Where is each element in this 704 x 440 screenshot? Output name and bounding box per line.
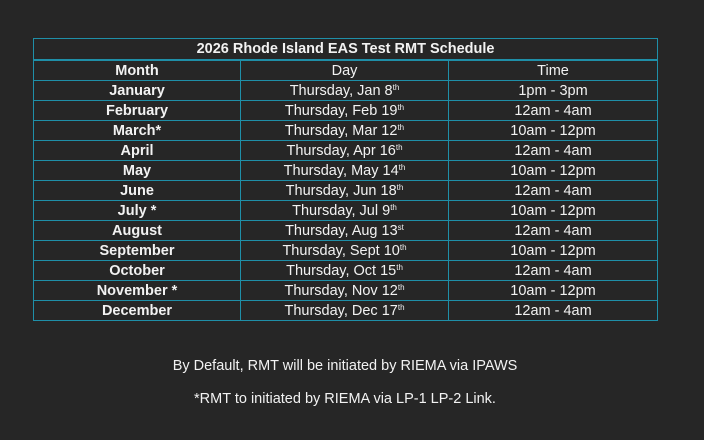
day-text: Thursday, Jul 9: [292, 202, 391, 219]
table-row: [34, 301, 658, 321]
day-cell: [241, 201, 449, 221]
day-text: Thursday, Sept 10: [282, 242, 400, 259]
day-ordinal-suffix: th: [396, 182, 404, 192]
day-ordinal-suffix: th: [392, 82, 400, 92]
month-cell: October: [34, 261, 241, 281]
day-cell: [241, 221, 449, 241]
day-cell: [241, 81, 449, 101]
time-cell: 10am - 12pm: [449, 161, 658, 181]
day-cell: [241, 241, 449, 261]
day-cell: [241, 101, 449, 121]
table-header-row: [34, 60, 658, 81]
day-text: Thursday, Oct 15: [286, 262, 397, 279]
month-cell: January: [34, 81, 241, 101]
table-row: [34, 221, 658, 241]
month-cell: June: [34, 181, 241, 201]
header-month: Month: [34, 60, 241, 81]
day-ordinal-suffix: th: [390, 202, 397, 212]
month-cell: August: [34, 221, 241, 241]
day-text: Thursday, Mar 12: [284, 122, 398, 139]
day-text: Thursday, May 14: [283, 162, 399, 179]
table-row: [34, 201, 658, 221]
day-cell: [241, 261, 449, 281]
table-row: [34, 141, 658, 161]
month-cell: May: [34, 161, 241, 181]
day-text: Thursday, Nov 12: [284, 282, 398, 299]
time-cell: 1pm - 3pm: [449, 81, 658, 101]
day-cell: [241, 181, 449, 201]
time-cell: 12am - 4am: [449, 181, 658, 201]
month-cell: December: [34, 301, 241, 321]
day-cell: [241, 301, 449, 321]
day-text: Thursday, Aug 13: [285, 222, 398, 239]
day-ordinal-suffix: th: [395, 142, 403, 152]
month-cell: April: [34, 141, 241, 161]
table-body: [34, 81, 658, 321]
time-cell: 12am - 4am: [449, 221, 658, 241]
day-ordinal-suffix: th: [398, 162, 406, 172]
day-text: Thursday, Jan 8: [289, 82, 393, 99]
time-cell: 10am - 12pm: [449, 121, 658, 141]
table-row: [34, 241, 658, 261]
time-cell: 10am - 12pm: [449, 281, 658, 301]
day-cell: [241, 281, 449, 301]
month-cell: February: [34, 101, 241, 121]
table-title-row: [34, 39, 658, 61]
table-title: 2026 Rhode Island EAS Test RMT Schedule: [34, 39, 658, 61]
time-cell: 12am - 4am: [449, 301, 658, 321]
table-row: [34, 81, 658, 101]
month-cell: March*: [34, 121, 241, 141]
default-initiation-note: By Default, RMT will be initiated by RIEMA via IPAWS: [172, 358, 518, 374]
asterisk-footnote: *RMT to initiated by RIEMA via LP-1 LP-2 Link.: [194, 391, 496, 407]
time-cell: 10am - 12pm: [449, 241, 658, 261]
day-ordinal-suffix: th: [397, 282, 405, 292]
time-cell: 10am - 12pm: [449, 201, 658, 221]
table-row: [34, 101, 658, 121]
table-row: [34, 161, 658, 181]
time-cell: 12am - 4am: [449, 261, 658, 281]
header-time: Time: [449, 60, 658, 81]
rmt-schedule-table: [33, 38, 658, 321]
day-text: Thursday, Dec 17: [284, 302, 398, 319]
header-day: Day: [241, 60, 449, 81]
table-row: [34, 181, 658, 201]
time-cell: 12am - 4am: [449, 101, 658, 121]
month-cell: July *: [34, 201, 241, 221]
day-ordinal-suffix: th: [397, 302, 405, 312]
table-row: [34, 281, 658, 301]
table-row: [34, 121, 658, 141]
day-ordinal-suffix: th: [399, 242, 407, 252]
day-ordinal-suffix: th: [397, 102, 405, 112]
month-cell: September: [34, 241, 241, 261]
day-ordinal-suffix: th: [397, 122, 405, 132]
day-ordinal-suffix: th: [396, 262, 403, 272]
day-text: Thursday, Jun 18: [285, 182, 397, 199]
month-cell: November *: [34, 281, 241, 301]
day-cell: [241, 161, 449, 181]
day-text: Thursday, Feb 19: [284, 102, 398, 119]
day-text: Thursday, Apr 16: [286, 142, 396, 159]
table-row: [34, 261, 658, 281]
day-cell: [241, 121, 449, 141]
time-cell: 12am - 4am: [449, 141, 658, 161]
day-ordinal-suffix: st: [397, 222, 404, 232]
day-cell: [241, 141, 449, 161]
